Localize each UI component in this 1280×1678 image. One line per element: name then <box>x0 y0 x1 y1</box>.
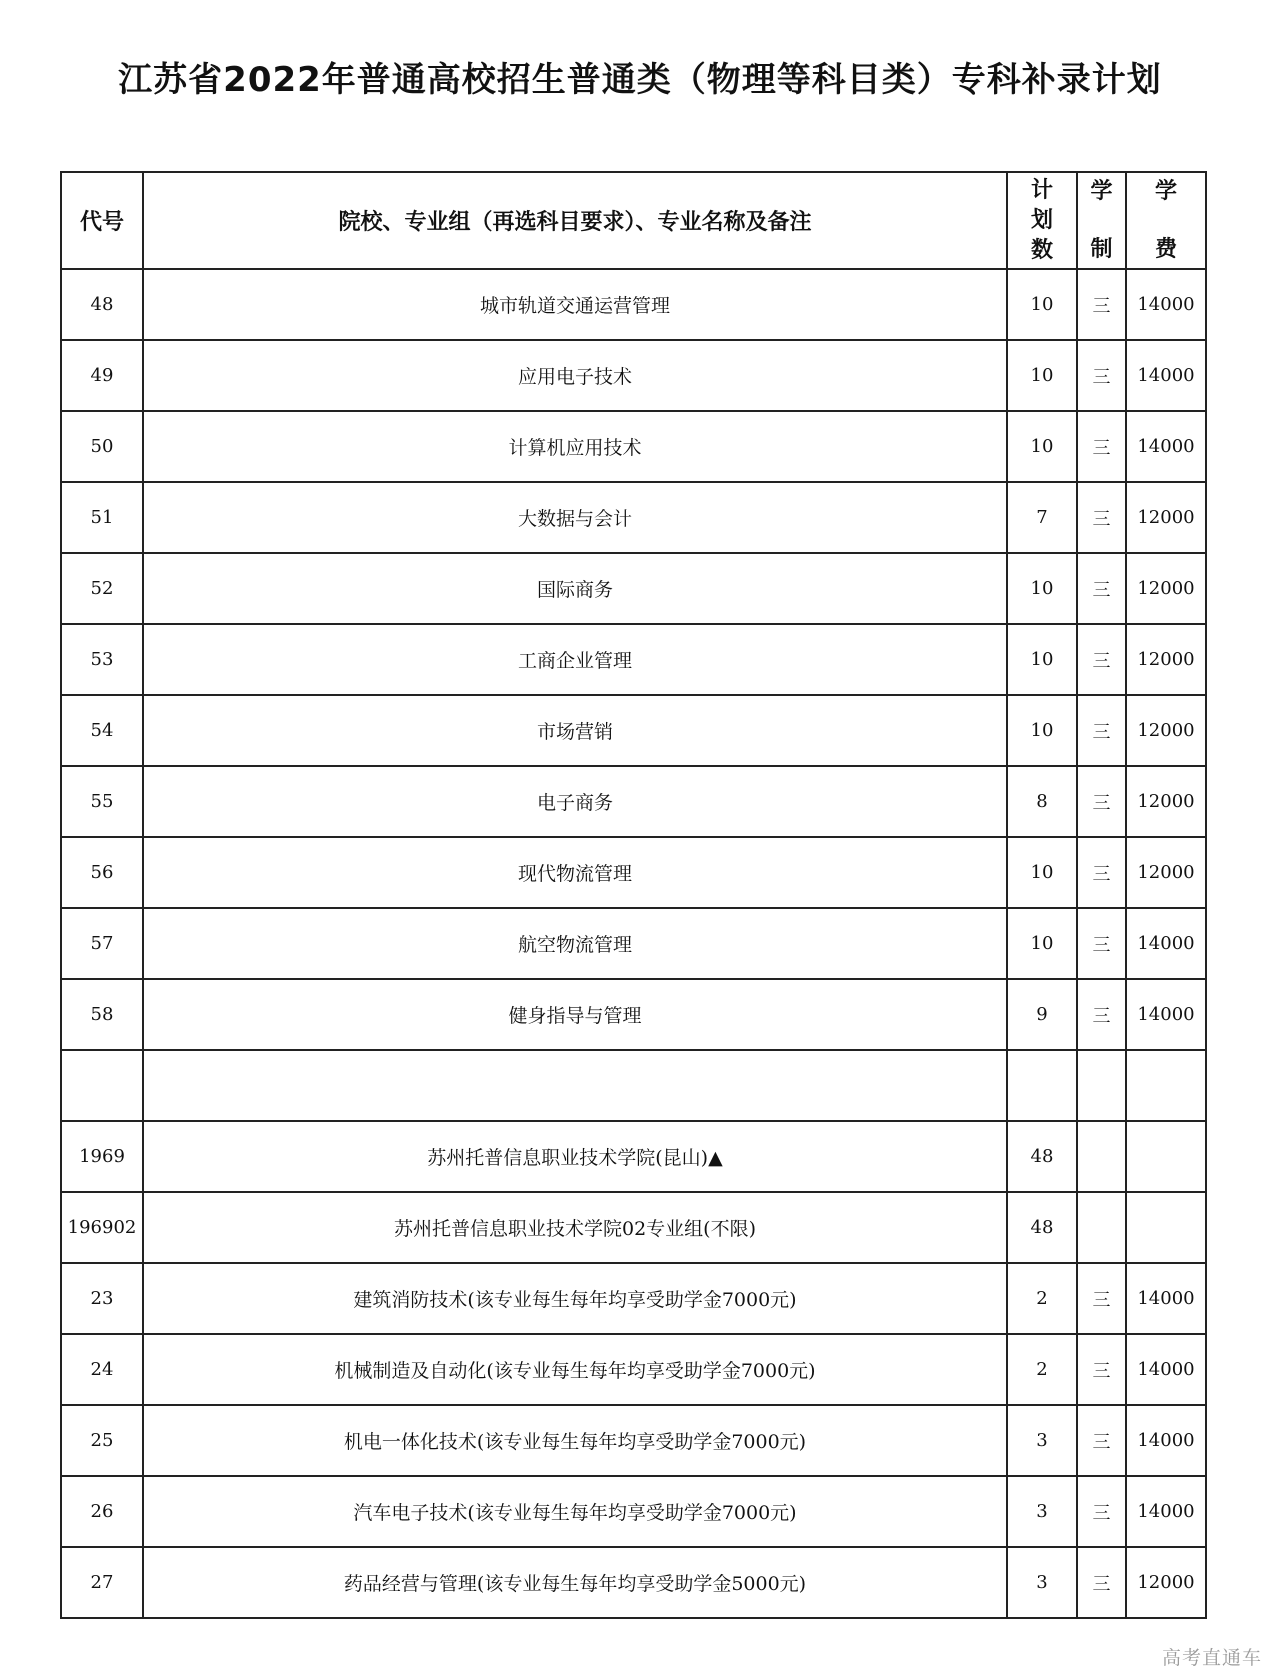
cell-fee: 12000 <box>1126 1547 1206 1618</box>
cell-name: 机电一体化技术(该专业每生每年均享受助学金7000元) <box>143 1405 1007 1476</box>
cell-fee <box>1126 1192 1206 1263</box>
cell-fee: 14000 <box>1126 411 1206 482</box>
cell-name: 国际商务 <box>143 553 1007 624</box>
table-row <box>61 837 1206 908</box>
cell-fee <box>1126 1121 1206 1192</box>
cell-fee: 14000 <box>1126 269 1206 340</box>
cell-count: 10 <box>1007 837 1077 908</box>
plan-table-container <box>60 171 1205 1619</box>
cell-fee: 12000 <box>1126 837 1206 908</box>
cell-code: 55 <box>61 766 143 837</box>
table-row <box>61 908 1206 979</box>
cell-name: 苏州托普信息职业技术学院02专业组(不限) <box>143 1192 1007 1263</box>
cell-fee: 12000 <box>1126 482 1206 553</box>
header-code: 代号 <box>61 172 143 269</box>
cell-name <box>143 1050 1007 1121</box>
cell-name: 健身指导与管理 <box>143 979 1007 1050</box>
cell-code: 25 <box>61 1405 143 1476</box>
cell-code: 58 <box>61 979 143 1050</box>
cell-fee: 14000 <box>1126 908 1206 979</box>
header-count-char: 计 <box>1030 177 1053 203</box>
cell-code: 27 <box>61 1547 143 1618</box>
cell-fee: 14000 <box>1126 1334 1206 1405</box>
header-count-char: 数 <box>1030 237 1053 263</box>
cell-years: 三 <box>1077 411 1126 482</box>
cell-count: 10 <box>1007 908 1077 979</box>
cell-years: 三 <box>1077 1263 1126 1334</box>
cell-code: 48 <box>61 269 143 340</box>
cell-name: 现代物流管理 <box>143 837 1007 908</box>
cell-years <box>1077 1050 1126 1121</box>
table-row <box>61 1405 1206 1476</box>
table-row <box>61 1334 1206 1405</box>
table-row <box>61 553 1206 624</box>
table-row <box>61 482 1206 553</box>
cell-fee: 14000 <box>1126 1476 1206 1547</box>
cell-code: 54 <box>61 695 143 766</box>
cell-name: 汽车电子技术(该专业每生每年均享受助学金7000元) <box>143 1476 1007 1547</box>
cell-count: 2 <box>1007 1263 1077 1334</box>
cell-years: 三 <box>1077 766 1126 837</box>
cell-fee: 12000 <box>1126 766 1206 837</box>
cell-fee: 14000 <box>1126 979 1206 1050</box>
table-row <box>61 1547 1206 1618</box>
cell-count: 2 <box>1007 1334 1077 1405</box>
cell-fee: 14000 <box>1126 1263 1206 1334</box>
cell-code: 52 <box>61 553 143 624</box>
cell-code: 1969 <box>61 1121 143 1192</box>
cell-count: 3 <box>1007 1405 1077 1476</box>
table-row <box>61 695 1206 766</box>
cell-years: 三 <box>1077 908 1126 979</box>
cell-count: 3 <box>1007 1476 1077 1547</box>
table-row <box>61 1476 1206 1547</box>
table-row <box>61 340 1206 411</box>
watermark: 高考直通车 <box>1161 1647 1262 1669</box>
cell-name: 电子商务 <box>143 766 1007 837</box>
table-row <box>61 1050 1206 1121</box>
cell-years: 三 <box>1077 695 1126 766</box>
cell-fee: 12000 <box>1126 624 1206 695</box>
cell-years: 三 <box>1077 269 1126 340</box>
cell-name: 大数据与会计 <box>143 482 1007 553</box>
cell-years <box>1077 1121 1126 1192</box>
cell-years: 三 <box>1077 1334 1126 1405</box>
cell-code: 56 <box>61 837 143 908</box>
cell-fee <box>1126 1050 1206 1121</box>
cell-count: 10 <box>1007 269 1077 340</box>
cell-years: 三 <box>1077 553 1126 624</box>
cell-code: 24 <box>61 1334 143 1405</box>
cell-code: 196902 <box>61 1192 143 1263</box>
cell-years: 三 <box>1077 1547 1126 1618</box>
table-row <box>61 269 1206 340</box>
cell-count: 48 <box>1007 1192 1077 1263</box>
table-row <box>61 624 1206 695</box>
header-years-char: 制 <box>1090 236 1113 262</box>
plan-table <box>60 171 1207 1619</box>
cell-code: 26 <box>61 1476 143 1547</box>
cell-code: 49 <box>61 340 143 411</box>
table-body <box>61 269 1206 1618</box>
cell-years: 三 <box>1077 1476 1126 1547</box>
cell-count: 3 <box>1007 1547 1077 1618</box>
table-row <box>61 1263 1206 1334</box>
cell-name: 市场营销 <box>143 695 1007 766</box>
table-row <box>61 1192 1206 1263</box>
header-fee-char: 费 <box>1154 236 1177 262</box>
table-row <box>61 766 1206 837</box>
cell-years: 三 <box>1077 1405 1126 1476</box>
cell-count: 8 <box>1007 766 1077 837</box>
table-row <box>61 1121 1206 1192</box>
cell-count: 10 <box>1007 695 1077 766</box>
cell-fee: 14000 <box>1126 340 1206 411</box>
cell-code: 53 <box>61 624 143 695</box>
cell-count: 7 <box>1007 482 1077 553</box>
cell-code: 51 <box>61 482 143 553</box>
cell-count: 10 <box>1007 340 1077 411</box>
header-years-char: 学 <box>1090 178 1113 204</box>
header-name: 院校、专业组（再选科目要求）、专业名称及备注 <box>143 172 1007 269</box>
cell-name: 航空物流管理 <box>143 908 1007 979</box>
cell-name: 机械制造及自动化(该专业每生每年均享受助学金7000元) <box>143 1334 1007 1405</box>
header-years <box>1077 172 1126 269</box>
cell-fee: 12000 <box>1126 553 1206 624</box>
cell-fee: 12000 <box>1126 695 1206 766</box>
cell-name: 城市轨道交通运营管理 <box>143 269 1007 340</box>
header-count-char: 划 <box>1030 207 1053 233</box>
cell-years: 三 <box>1077 979 1126 1050</box>
cell-count <box>1007 1050 1077 1121</box>
cell-years <box>1077 1192 1126 1263</box>
cell-name: 应用电子技术 <box>143 340 1007 411</box>
cell-name: 计算机应用技术 <box>143 411 1007 482</box>
cell-code: 57 <box>61 908 143 979</box>
cell-count: 10 <box>1007 411 1077 482</box>
cell-name: 药品经营与管理(该专业每生每年均享受助学金5000元) <box>143 1547 1007 1618</box>
cell-count: 48 <box>1007 1121 1077 1192</box>
cell-name: 苏州托普信息职业技术学院(昆山)▲ <box>143 1121 1007 1192</box>
cell-code: 50 <box>61 411 143 482</box>
table-row <box>61 411 1206 482</box>
table-header-row <box>61 172 1206 269</box>
cell-years: 三 <box>1077 837 1126 908</box>
cell-name: 建筑消防技术(该专业每生每年均享受助学金7000元) <box>143 1263 1007 1334</box>
table-row <box>61 979 1206 1050</box>
cell-years: 三 <box>1077 482 1126 553</box>
cell-name: 工商企业管理 <box>143 624 1007 695</box>
cell-fee: 14000 <box>1126 1405 1206 1476</box>
cell-years: 三 <box>1077 340 1126 411</box>
cell-code: 23 <box>61 1263 143 1334</box>
page-title: 江苏省2022年普通高校招生普通类（物理等科目类）专科补录计划 <box>118 60 1162 100</box>
header-count <box>1007 172 1077 269</box>
cell-count: 10 <box>1007 624 1077 695</box>
header-fee <box>1126 172 1206 269</box>
cell-years: 三 <box>1077 624 1126 695</box>
cell-count: 9 <box>1007 979 1077 1050</box>
cell-code <box>61 1050 143 1121</box>
cell-count: 10 <box>1007 553 1077 624</box>
header-fee-char: 学 <box>1154 178 1177 204</box>
